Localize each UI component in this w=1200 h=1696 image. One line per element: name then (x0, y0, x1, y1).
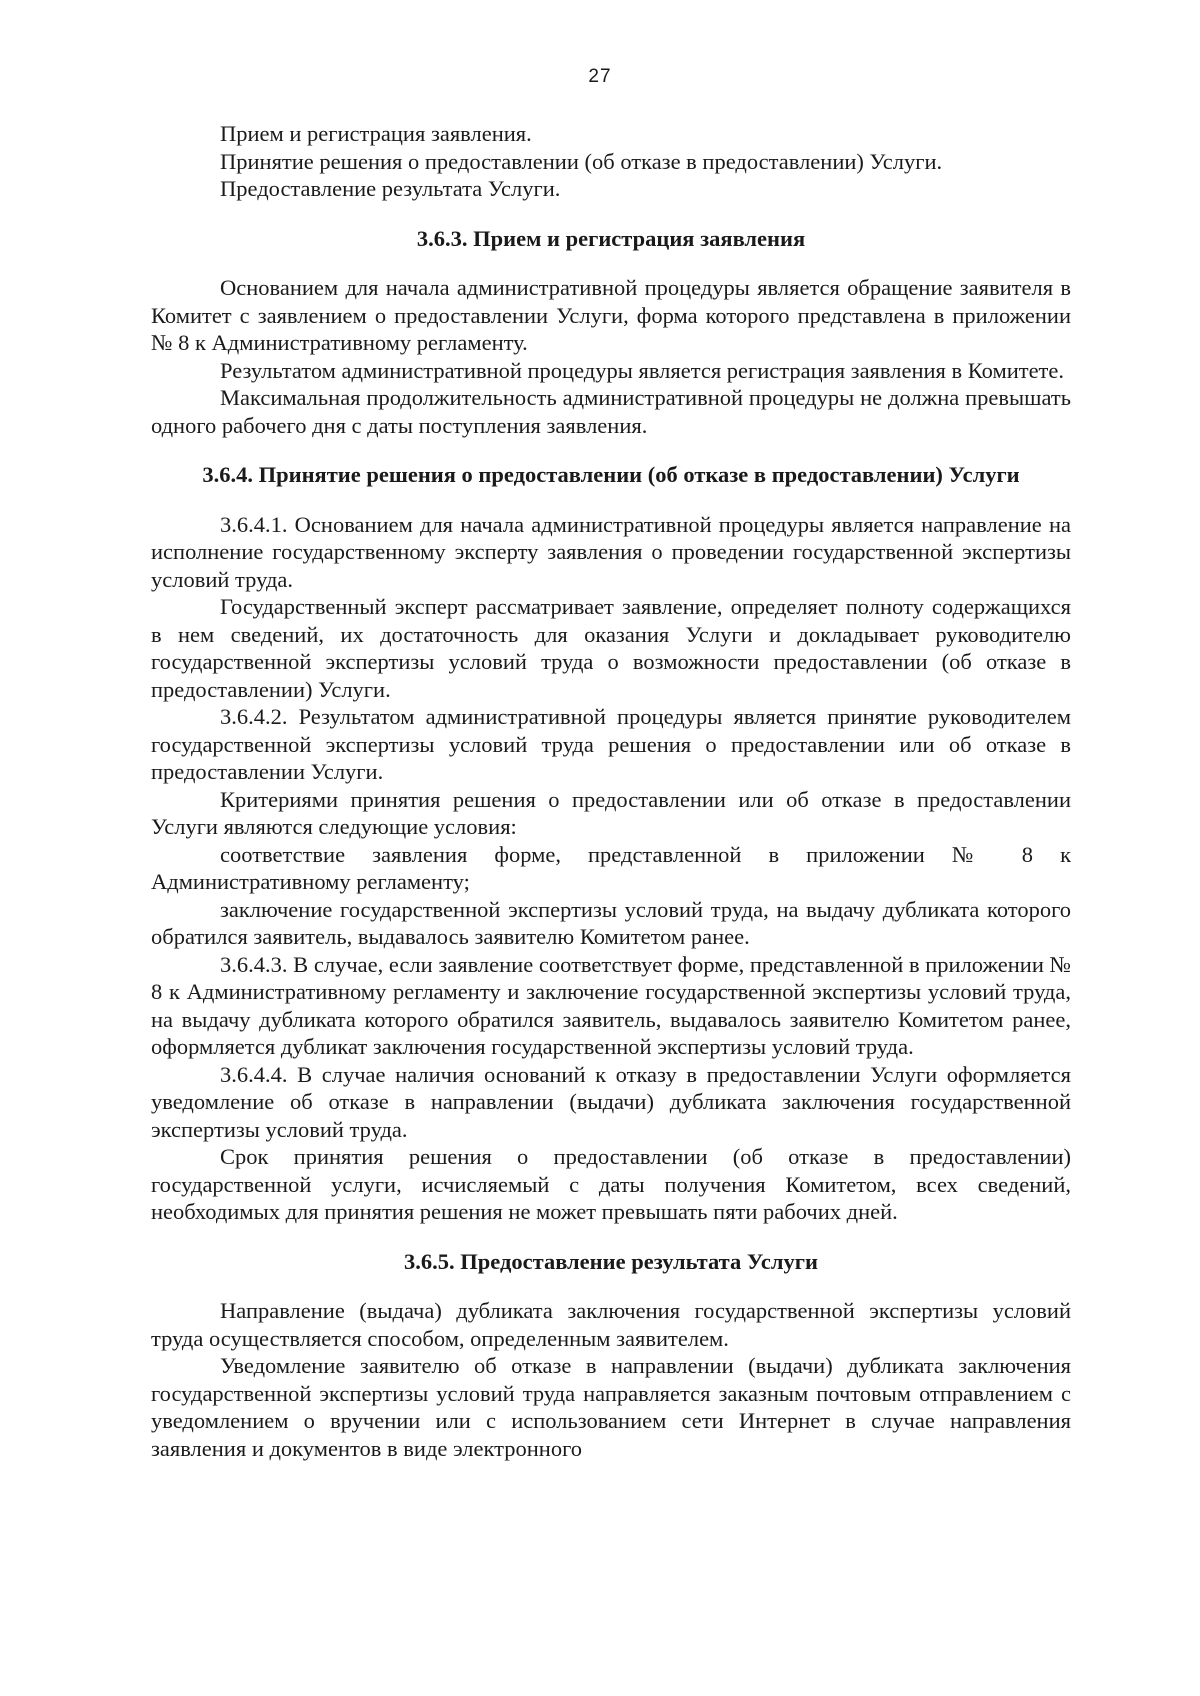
paragraph: Основанием для начала административной процедуры является обращение заявителя в Комитет с заявлением о предоставлении Услуги, форма которого представлена в приложении № 8 к Административному регламенту. (151, 275, 1071, 355)
paragraph: 3.6.4.3. В случае, если заявление соответствует форме, представленной в приложении № 8 к Административному регламенту и заключение государственной экспертизы условий труда, на выдачу дубликата которого обратился заявитель, выдавалось заявителю Комитетом ранее, оформляется дубликат заключения государственной экспертизы условий труда. (151, 951, 1071, 1059)
paragraph: 3.6.4.4. В случае наличия оснований к отказу в предоставлении Услуги оформляется уведомление об отказе в направлении (выдачи) дубликата заключения государственной экспертизы условий труда. (151, 1061, 1071, 1142)
paragraph: Государственный эксперт рассматривает заявление, определяет полноту содержащихся в нем сведений, их достаточность для оказания Услуги и докладывает руководителю государственной экспертизы условий труда о возможности предоставлении (об отказе в предоставлении) Услуги. (151, 594, 1071, 702)
intro-line: Прием и регистрация заявления. (220, 121, 532, 146)
paragraph: соответствие заявления форме, представленной в приложении № 8 к Административному регламенту; (151, 841, 1071, 894)
intro-list (151, 120, 1071, 203)
paragraph: Критериями принятия решения о предоставлении или об отказе в предоставлении Услуги являются следующие условия: (151, 786, 1071, 839)
section-3-6-4-body (151, 511, 1071, 1226)
intro-line: Принятие решения о предоставлении (об отказе в предоставлении) Услуги. (220, 148, 943, 174)
section-heading-3-6-3: 3.6.3. Прием и регистрация заявления (416, 225, 806, 251)
paragraph: Максимальная продолжительность административной процедуры не должна превышать одного рабочего дня с даты поступления заявления. (151, 385, 1071, 438)
page-number: 27 (588, 66, 612, 87)
paragraph: Срок принятия решения о предоставлении (об отказе в предоставлении) государственной услуги, исчисляемый с даты получения Комитетом, всех сведений, необходимых для принятия решения не может превышать пяти рабочих дней. (151, 1144, 1071, 1224)
intro-line: Предоставление результата Услуги. (220, 176, 561, 201)
paragraph: Направление (выдача) дубликата заключения государственной экспертизы условий труда осуществляется способом, определенным заявителем. (151, 1298, 1071, 1351)
section-heading-3-6-4: 3.6.4. Принятие решения о предоставлении (об отказе в предоставлении) Услуги (202, 462, 1020, 487)
paragraph: 3.6.4.1. Основанием для начала административной процедуры является направление на исполнение государственному эксперту заявления о проведении государственной экспертизы условий труда. (151, 511, 1071, 592)
paragraph: Результатом административной процедуры является регистрация заявления в Комитете. (220, 357, 1065, 383)
paragraph: заключение государственной экспертизы условий труда, на выдачу дубликата которого обратился заявитель, выдавалось заявителю Комитетом ранее. (151, 896, 1071, 949)
paragraph: 3.6.4.2. Результатом административной процедуры является принятие руководителем государственной экспертизы условий труда решения о предоставлении или об отказе в предоставлении Услуги. (151, 704, 1071, 784)
page-content (151, 120, 1071, 1462)
section-heading-3-6-5: 3.6.5. Предоставление результата Услуги (404, 1248, 818, 1274)
section-3-6-3-body (151, 274, 1071, 439)
paragraph: Уведомление заявителю об отказе в направлении (выдачи) дубликата заключения государственной экспертизы условий труда направляется заказным почтовым отправлением с уведомлением о вручении или с использованием сети Интернет в случае направления заявления и документов в виде электронного (151, 1353, 1071, 1461)
section-3-6-5-body (151, 1297, 1071, 1462)
